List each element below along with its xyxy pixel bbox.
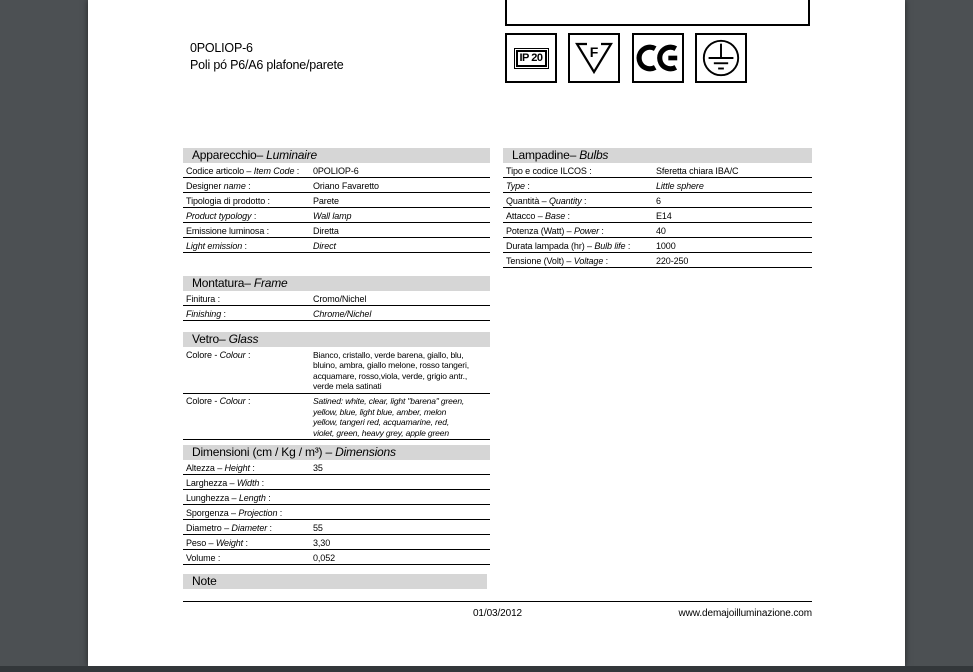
spec-value [313, 493, 490, 504]
spec-row [183, 238, 490, 253]
spec-label: Light emission : [186, 240, 247, 251]
footer-website-link[interactable]: www.demajoilluminazione.com [678, 608, 812, 619]
spec-label: Peso – Weight : [186, 537, 248, 548]
ce-mark-glyph [636, 43, 680, 73]
ce-mark-icon [632, 33, 684, 83]
spec-label: Altezza – Height : [186, 462, 255, 473]
section-glass [183, 332, 490, 440]
spec-row [503, 178, 812, 193]
spec-value: 35 [313, 462, 323, 473]
spec-label: Finishing : [186, 308, 226, 319]
spec-label: Sporgenza – Projection : [186, 507, 283, 518]
spec-value: Bianco, cristallo, verde barena, giallo, blu, bluino, ambra, giallo melone, rosso tangeri, acquamare, rosso,viola, verde, grigio antr., verde mela satinati [313, 349, 469, 391]
section-frame [183, 276, 490, 321]
section-note [183, 574, 487, 589]
section-bulbs [503, 148, 812, 268]
spec-row [503, 253, 812, 268]
spec-row [183, 291, 490, 306]
spec-row [183, 475, 490, 490]
section-title: Dimensioni (cm / Kg / m³) – Dimensions [183, 445, 490, 460]
spec-label: Volume : [186, 552, 221, 563]
spec-row [183, 550, 490, 565]
spec-label: Emissione luminosa : [186, 225, 270, 236]
spec-value: Wall lamp [313, 210, 352, 221]
product-code: 0POLIOP-6 [190, 41, 253, 55]
spec-value: 40 [656, 225, 666, 236]
spec-label: Product typology : [186, 210, 257, 221]
spec-row [183, 490, 490, 505]
spec-row [183, 306, 490, 321]
footer-divider [183, 601, 812, 602]
spec-row [183, 535, 490, 550]
section-title: Montatura– Frame [183, 276, 490, 291]
spec-value: 0,052 [313, 552, 336, 563]
spec-label: Colore - Colour : [186, 349, 251, 360]
spec-value [313, 478, 490, 489]
spec-label: Finitura : [186, 293, 221, 304]
spec-value: Little sphere [656, 180, 704, 191]
spec-row [503, 223, 812, 238]
spec-label: Diametro – Diameter : [186, 522, 272, 533]
section-title: Apparecchio– Luminaire [183, 148, 490, 163]
footer-date: 01/03/2012 [472, 608, 523, 619]
ip20-label: IP 20 [516, 50, 547, 67]
spec-row [183, 505, 490, 520]
section-title: Note [183, 574, 487, 589]
spec-value: Parete [313, 195, 339, 206]
spec-row [503, 193, 812, 208]
spec-row [183, 460, 490, 475]
spec-row [183, 208, 490, 223]
section-title: Vetro– Glass [183, 332, 490, 347]
spec-label: Tensione (Volt) – Voltage : [506, 255, 609, 266]
spec-value: 1000 [656, 240, 676, 251]
spec-row [183, 193, 490, 208]
spec-label: Designer name : [186, 180, 251, 191]
spec-row [503, 163, 812, 178]
spec-value [313, 508, 490, 519]
spec-row [183, 163, 490, 178]
product-name: Poli pó P6/A6 plafone/parete [190, 57, 344, 72]
spec-value: 220-250 [656, 255, 689, 266]
spec-row [183, 178, 490, 193]
product-photo-box [505, 0, 810, 26]
viewer-bottom-bar [0, 666, 973, 672]
product-title [190, 40, 344, 73]
spec-label: Colore - Colour : [186, 396, 251, 406]
spec-value: Direct [313, 240, 336, 251]
spec-row [183, 223, 490, 238]
spec-value: Chrome/Nichel [313, 308, 372, 319]
section-title: Lampadine– Bulbs [503, 148, 812, 163]
spec-label: Potenza (Watt) – Power : [506, 225, 604, 236]
spec-label: Tipologia di prodotto : [186, 195, 270, 206]
section-luminaire [183, 148, 490, 253]
spec-label: Codice articolo – Item Code : [186, 165, 300, 176]
datasheet-page [88, 0, 905, 666]
spec-label: Durata lampada (hr) – Bulb life : [506, 240, 631, 251]
spec-label: Attacco – Base : [506, 210, 570, 221]
spec-row [183, 394, 490, 441]
spec-value: 55 [313, 522, 323, 533]
spec-label: Type : [506, 180, 530, 191]
spec-label: Quantità – Quantity : [506, 195, 587, 206]
spec-value: Satined: white, clear, light "barena" green, yellow, blue, light blue, amber, melon yellow, tangeri red, acquamarine, red, violet, green, heavy grey, apple green [313, 396, 465, 438]
spec-row [183, 520, 490, 535]
section-dimensions [183, 445, 490, 565]
spec-row [503, 238, 812, 253]
spec-row [503, 208, 812, 223]
spec-value: 0POLIOP-6 [313, 165, 359, 176]
ip20-icon [505, 33, 557, 83]
svg-text:F: F [589, 44, 599, 60]
earth-ground-glyph [700, 37, 742, 79]
f-mark-glyph [574, 39, 614, 77]
spec-value: E14 [656, 210, 672, 221]
spec-value: 6 [656, 195, 661, 206]
spec-value: Sferetta chiara IBA/C [656, 165, 739, 176]
spec-label: Lunghezza – Length : [186, 492, 271, 503]
spec-label: Tipo e codice ILCOS : [506, 165, 592, 176]
ip20-badge [514, 48, 549, 69]
spec-value: Oriano Favaretto [313, 180, 379, 191]
spec-value: Diretta [313, 225, 339, 236]
spec-row [183, 347, 490, 394]
spec-label: Larghezza – Width : [186, 477, 265, 488]
earth-ground-icon [695, 33, 747, 83]
spec-value: Cromo/Nichel [313, 293, 367, 304]
f-mark-icon [568, 33, 620, 83]
spec-value: 3,30 [313, 537, 331, 548]
